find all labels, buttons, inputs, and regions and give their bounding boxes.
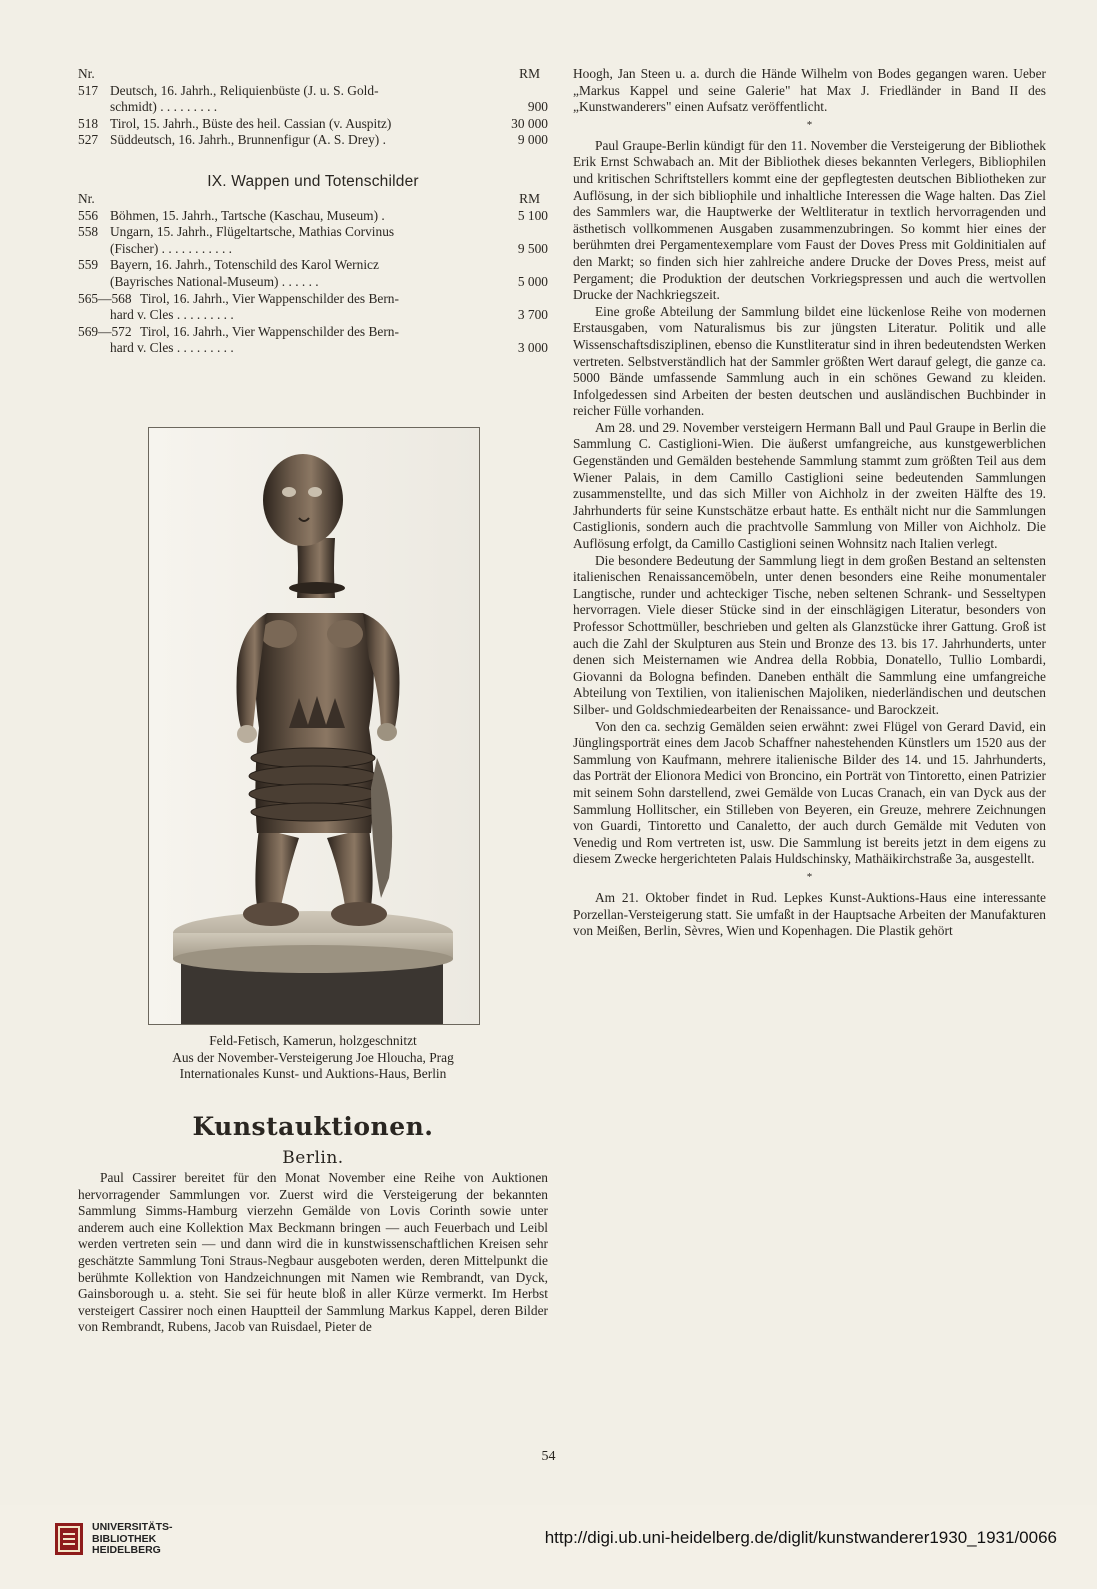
list-item-continuation: (Bayrisches National-Museum) . . . . . . 5 000 — [110, 273, 548, 289]
separator-star: * — [806, 118, 813, 131]
list-item: 565—568 Tirol, 16. Jahrh., Vier Wappenschilder des Bern- — [78, 290, 399, 306]
list-item: 518 Tirol, 15. Jahrh., Büste des heil. Cassian (v. Auspitz) 30 000 — [78, 115, 548, 131]
list-item: 517 Deutsch, 16. Jahrh., Reliquienbüste (J. u. S. Gold- — [78, 82, 379, 98]
list-item: 559 Bayern, 16. Jahrh., Totenschild des Karol Wernicz — [78, 257, 379, 273]
list-item: 556 Böhmen, 15. Jahrh., Tartsche (Kaschau, Museum) . 5 100 — [78, 207, 548, 223]
paragraph: Am 28. und 29. November versteigern Hermann Ball und Paul Graupe in Berlin die Sammlung C. Castiglioni-Wien. Die äußerst umfangreiche, aus kunstgewerblichen Gegenständen und Gemälden bestehende Sammlung stammt zum größten Teil aus dem Wiener Palais, in dem Camillo Castiglioni seine bedeutenden Sammlungen zusammenstellte, und das sich Miller von Aichholz in der zweiten Hälfte des 19. Jahrhunderts für seine Kunstschätze erbaut hatte. Es enthält nicht nur die Sammlungen Castiglionis, sondern auch die prachtvolle Sammlung von Miller von Aichholz. Die Auflösung erfolgt, da Camillo Castiglioni seinen Wohnsitz nach Italien verlegt. — [573, 419, 1046, 552]
figure-caption: Feld-Fetisch, Kamerun, holzgeschnitzt Aus der November-Versteigerung Joe Hloucha, Prag Internationales Kunst- und Auktions-Haus, Berlin — [172, 1033, 454, 1082]
article-title: Kunstauktionen. — [192, 1112, 434, 1141]
list-header: Nr. RM — [78, 190, 540, 206]
library-logo: UNIVERSITÄTS- BIBLIOTHEK HEIDELBERG — [54, 1522, 173, 1557]
list-item-continuation: hard v. Cles . . . . . . . . . 3 000 — [110, 340, 548, 356]
page-number: 54 — [541, 1449, 556, 1464]
paragraph: Die besondere Bedeutung der Sammlung liegt in dem großen Bestand an seltensten italienischen Renaissancemöbeln, unter denen besonders eine Reihe monumentaler Langtische, runder und achteckiger Tische, neben seltenen Schrank- und Sesseltypen hervorragen. Viele dieser Stücke sind in der einschlägigen Literatur, besonders von Professor Schottmüller, beschrieben und gelten als Glanzstücke ihrer Gattung. Groß ist auch die Zahl der Skulpturen aus Stein und Bronze des 13. bis 17. Jahrhunderts, unter denen sich Meisternamen wie Andrea della Robbia, Donatello, Tullio Lombardi, Giovanni da Bologna befinden. Daneben enthält die Sammlung eine umfangreiche Abteilung von Textilien, von italienischen Majoliken, niederländischen und deutschen Silber- und Goldschmiedearbeiten der Renaissance- und Barockzeit. — [573, 552, 1046, 717]
list-item-continuation: schmidt) . . . . . . . . . 900 — [110, 99, 548, 115]
section-heading: IX. Wappen und Totenschilder — [207, 172, 419, 190]
figure-illustration — [149, 428, 479, 1024]
left-column — [78, 66, 548, 357]
paragraph: Hoogh, Jan Steen u. a. durch die Hände Wilhelm von Bodes gegangen waren. Ueber „Markus Kappel und seine Galerie" hat Max J. Friedländer in Band II des „Kunstwanderers" einen Aufsatz veröffentlicht. — [573, 66, 1046, 115]
list-header: Nr. RM — [78, 66, 540, 81]
paragraph: Am 21. Oktober findet in Rud. Lepkes Kunst-Auktions-Haus eine interessante Porzellan-Versteigerung statt. Sie umfaßt in der Hauptsache Arbeiten der Manufakturen von Meißen, Berlin, Sèvres, Wien und Kopenhagen. Die Plastik gehört — [573, 889, 1046, 939]
paragraph: Paul Cassirer bereitet für den Monat November eine Reihe von Auktionen hervorragender Sammlungen vor. Zuerst wird die Versteigerung der bekannten Sammlung Simms-Hamburg vierzehn Gemälde von Lovis Corinth sowie unter anderem auch eine Kollektion Max Beckmann bringen — auch Feuerbach und Leibl werden vertreten sein — und dann wird die in kunstwissenschaftlichen Kreisen sehr geschätzte Sammlung Toni Straus-Negbaur ausgeboten werden, deren Mittelpunkt die berühmte Kollektion von Handzeichnungen mit Namen wie Rembrandt, van Dyck, Gainsborough u. a. steht. Sie sei für heute bloß in aller Kürze vermerkt. Im Herbst versteigert Cassirer noch einen Hauptteil der Sammlung Markus Kappel, deren Bilder von Rembrandt, Rubens, Jacob van Ruisdael, Pieter de — [78, 1170, 548, 1335]
list-item: 558 Ungarn, 15. Jahrh., Flügeltartsche, Mathias Corvinus — [78, 224, 395, 240]
list-item: 569—572 Tirol, 16. Jahrh., Vier Wappenschilder des Bern- — [78, 323, 399, 339]
paragraph: Eine große Abteilung der Sammlung bildet eine lückenlose Reihe von modernen Erstausgaben, vom Naturalismus bis zur jüngsten Literatur. Politik und alle Wissenschaftsdisziplinen, ebenso die Kunstliteratur sind in ihren bedeutendsten Werken vertreten. Selbstverständlich hat der Sammler größten Wert darauf gelegt, die ganze ca. 5000 Bände umfassende Sammlung auch in ein schönes Gewand zu kleiden. Infolgedessen sind Arbeiten der besten deutschen und ausländischen Buchbinder in reicher Fülle vorhanden. — [573, 303, 1046, 419]
list-item-continuation: hard v. Cles . . . . . . . . . 3 700 — [110, 307, 548, 323]
paragraph: Von den ca. sechzig Gemälden seien erwähnt: zwei Flügel von Gerard David, ein Jünglingsporträt eines dem Jacob Schaffner nahestehenden Künstlers um 1520 aus der Sammlung von Kaufmann, mehrere italienische Bilder des 14. und 15. Jahrhunderts, das Porträt der Elionora Medici von Broncino, ein Porträt von Tintoretto, einen Patrizier mit seinem Sohn darstellend, zwei Gemälde von Lucas Cranach, ein van Dyck aus der Sammlung Hollitscher, ein Stilleben von Beyeren, ein Greuze, mehrere Zeichnungen von Guardi, Tintoretto und Canaletto, der auch durch Gemälde mit Veduten von Venedig und Rom vertreten ist, usw. Die Sammlung ist bereits jetzt in dem eigens zu diesem Zwecke hergerichteten Palais Huldschinsky, Mathäikirchstraße 3a, ausgestellt. — [573, 718, 1046, 867]
list-item: 527 Süddeutsch, 16. Jahrh., Brunnenfigur (A. S. Drey) . 9 000 — [78, 132, 548, 148]
source-url-link[interactable]: http://digi.ub.uni-heidelberg.de/diglit/kunstwanderer1930_1931/0066 — [544, 1528, 1057, 1547]
university-seal-icon — [54, 1522, 84, 1556]
paragraph: Paul Graupe-Berlin kündigt für den 11. November die Versteigerung der Bibliothek Erik Ernst Schwabach an. Mit der Bibliothek dieses bekannten Verlegers, Bibliophilen und kritischen Schriftstellers kommt eine der gepflegtesten deutschen Bibliotheken zur Auflösung, in der sich bibliophile und inhaltliche Interessen die Wage halten. Das Ziel des Sammlers war, die Hauptwerke der Weltliteratur in textlich hervorragenden und ästhetisch vollkommenen Ausgaben zusammenzubringen. So kommt hier eines der berühmten drei Pergamentexemplare vom Faust der Doves Press mit Goldinitialen auf den Markt; so finden sich hier zahlreiche andere Drucke der Doves Press, meist auf Pergament; die Produktion der deutschen Vorkriegspressen und auch die wertvollen Drucke der Nachkriegszeit. — [573, 137, 1046, 303]
left-article-body — [78, 1170, 548, 1336]
separator-star: * — [806, 870, 813, 883]
article-subtitle: Berlin. — [282, 1148, 344, 1168]
right-column — [573, 66, 1046, 940]
list-item-continuation: (Fischer) . . . . . . . . . . . 9 500 — [110, 240, 548, 256]
fetish-figure-photo — [148, 427, 480, 1025]
